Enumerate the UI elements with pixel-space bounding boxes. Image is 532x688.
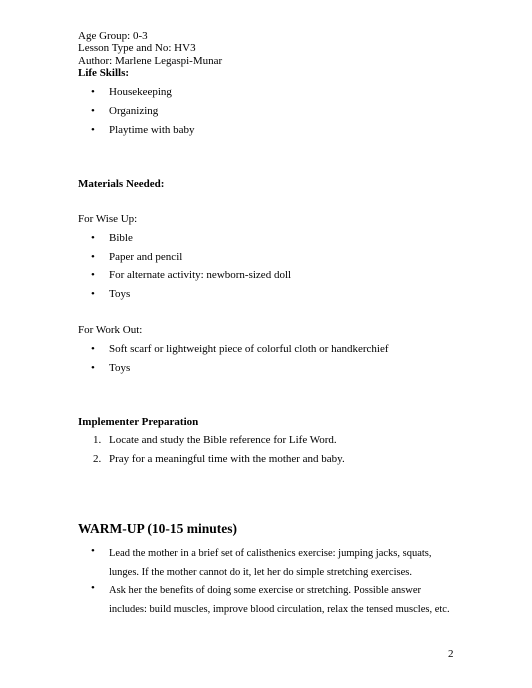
life-skill-item: Playtime with baby [109, 124, 195, 136]
implementer-step: Pray for a meaningful time with the mother and baby. [109, 453, 345, 465]
implementer-step: Locate and study the Bible reference for Life Word. [109, 434, 337, 446]
bullet-icon: • [91, 288, 95, 300]
author-line: Author: Marlene Legaspi-Munar [78, 55, 223, 67]
bullet-icon: • [91, 105, 95, 117]
lesson-type-line: Lesson Type and No: HV3 [78, 42, 196, 54]
work-out-label: For Work Out: [78, 324, 143, 336]
wise-up-item: For alternate activity: newborn-sized doll [109, 269, 292, 281]
step-number: 2. [93, 453, 102, 465]
work-out-item: Soft scarf or lightweight piece of colorful cloth or handkerchief [109, 343, 389, 355]
implementer-heading: Implementer Preparation [78, 416, 199, 428]
step-number: 1. [93, 434, 102, 446]
wise-up-item: Paper and pencil [109, 251, 183, 263]
age-group-line: Age Group: 0-3 [78, 30, 148, 42]
warm-up-heading: WARM-UP (10-15 minutes) [78, 521, 237, 536]
wise-up-item: Bible [109, 232, 133, 244]
life-skills-heading: Life Skills: [78, 67, 130, 79]
bullet-icon: • [91, 251, 95, 263]
life-skill-item: Organizing [109, 105, 159, 117]
materials-heading: Materials Needed: [78, 178, 165, 190]
bullet-icon: • [91, 362, 95, 374]
bullet-icon: • [91, 86, 95, 98]
bullet-icon: • [91, 232, 95, 244]
page-number: 2 [448, 648, 454, 660]
bullet-icon: • [91, 343, 95, 355]
bullet-icon: • [91, 545, 95, 557]
bullet-icon: • [91, 269, 95, 281]
wise-up-item: Toys [109, 288, 131, 300]
warm-up-item: Lead the mother in a brief set of calisthenics exercise: jumping jacks, squats, lunges. If the mother cannot do it, let her do simple stretching exercises. [109, 548, 432, 578]
work-out-item: Toys [109, 362, 131, 374]
bullet-icon: • [91, 124, 95, 136]
life-skill-item: Housekeeping [109, 86, 172, 98]
bullet-icon: • [91, 582, 95, 594]
warm-up-item: Ask her the benefits of doing some exercise or stretching. Possible answer includes: build muscles, improve blood circulation, relax the tensed muscles, etc. [109, 585, 450, 615]
wise-up-label: For Wise Up: [78, 213, 138, 225]
